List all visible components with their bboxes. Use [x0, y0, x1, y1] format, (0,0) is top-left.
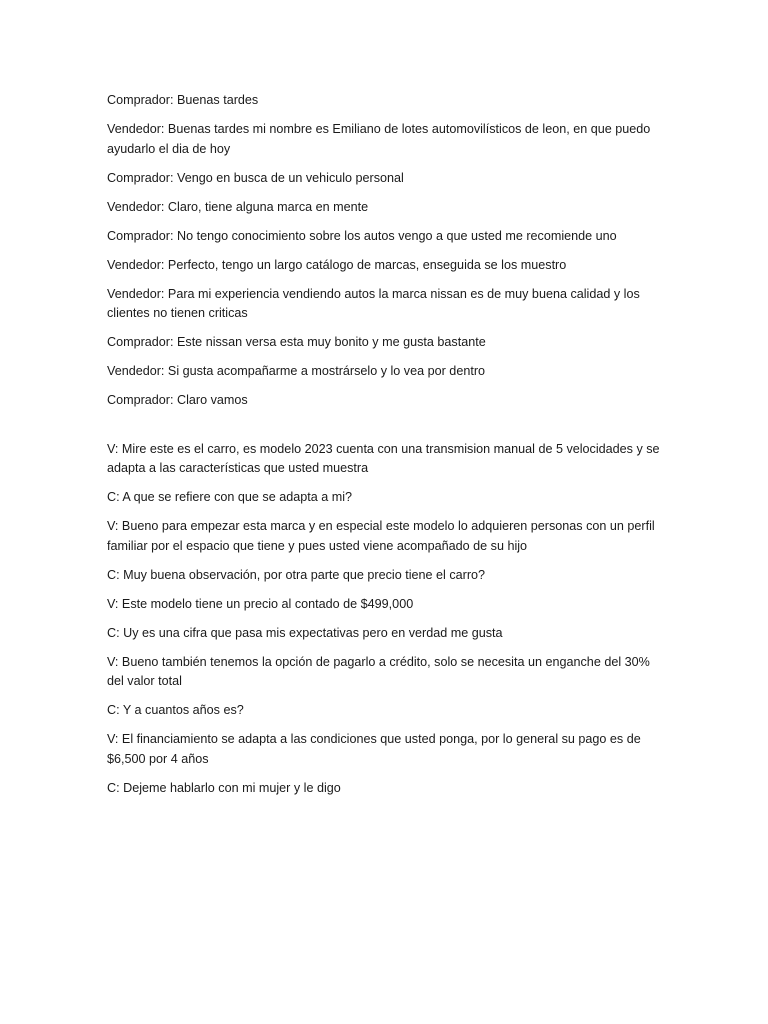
dialogue-line: Vendedor: Claro, tiene alguna marca en mente	[107, 199, 369, 214]
section-spacer	[107, 420, 667, 440]
dialogue-line: C: Muy buena observación, por otra parte que precio tiene el carro?	[107, 567, 486, 582]
document-body	[107, 91, 667, 808]
dialogue-line: V: Bueno también tenemos la opción de pagarlo a crédito, solo se necesita un enganche del 30% del valor total	[107, 654, 650, 688]
dialogue-line: Vendedor: Si gusta acompañarme a mostrárselo y lo vea por dentro	[107, 364, 486, 378]
dialogue-line: Vendedor: Para mi experiencia vendiendo autos la marca nissan es de muy buena calidad y los clientes no tienen criticas	[107, 286, 640, 320]
dialogue-line: Comprador: Claro vamos	[107, 393, 248, 407]
dialogue-line: Comprador: Este nissan versa esta muy bonito y me gusta bastante	[107, 335, 486, 349]
dialogue-line: Comprador: Buenas tardes	[107, 93, 259, 107]
dialogue-line: C: Dejeme hablarlo con mi mujer y le digo	[107, 780, 341, 795]
dialogue-line: Vendedor: Perfecto, tengo un largo catálogo de marcas, enseguida se los muestro	[107, 257, 567, 272]
dialogue-line: C: A que se refiere con que se adapta a mi?	[107, 490, 353, 504]
dialogue-line: C: Uy es una cifra que pasa mis expectativas pero en verdad me gusta	[107, 625, 503, 640]
dialogue-line: V: Este modelo tiene un precio al contado de $499,000	[107, 596, 414, 611]
dialogue-line: Comprador: No tengo conocimiento sobre los autos vengo a que usted me recomiende uno	[107, 228, 617, 243]
dialogue-line: Vendedor: Buenas tardes mi nombre es Emiliano de lotes automovilísticos de leon, en que puedo ayudarlo el dia de hoy	[107, 122, 651, 156]
dialogue-line: V: Mire este es el carro, es modelo 2023 cuenta con una transmision manual de 5 velocidades y se adapta a las características que usted muestra	[107, 441, 660, 475]
dialogue-line: V: El financiamiento se adapta a las condiciones que usted ponga, por lo general su pago es de $6,500 por 4 años	[107, 732, 641, 766]
dialogue-line: V: Bueno para empezar esta marca y en especial este modelo lo adquieren personas con un perfil familiar por el espacio que tiene y pues usted viene acompañado de su hijo	[107, 519, 655, 553]
dialogue-line: Comprador: Vengo en busca de un vehiculo personal	[107, 170, 404, 185]
dialogue-line: C: Y a cuantos años es?	[107, 703, 244, 717]
